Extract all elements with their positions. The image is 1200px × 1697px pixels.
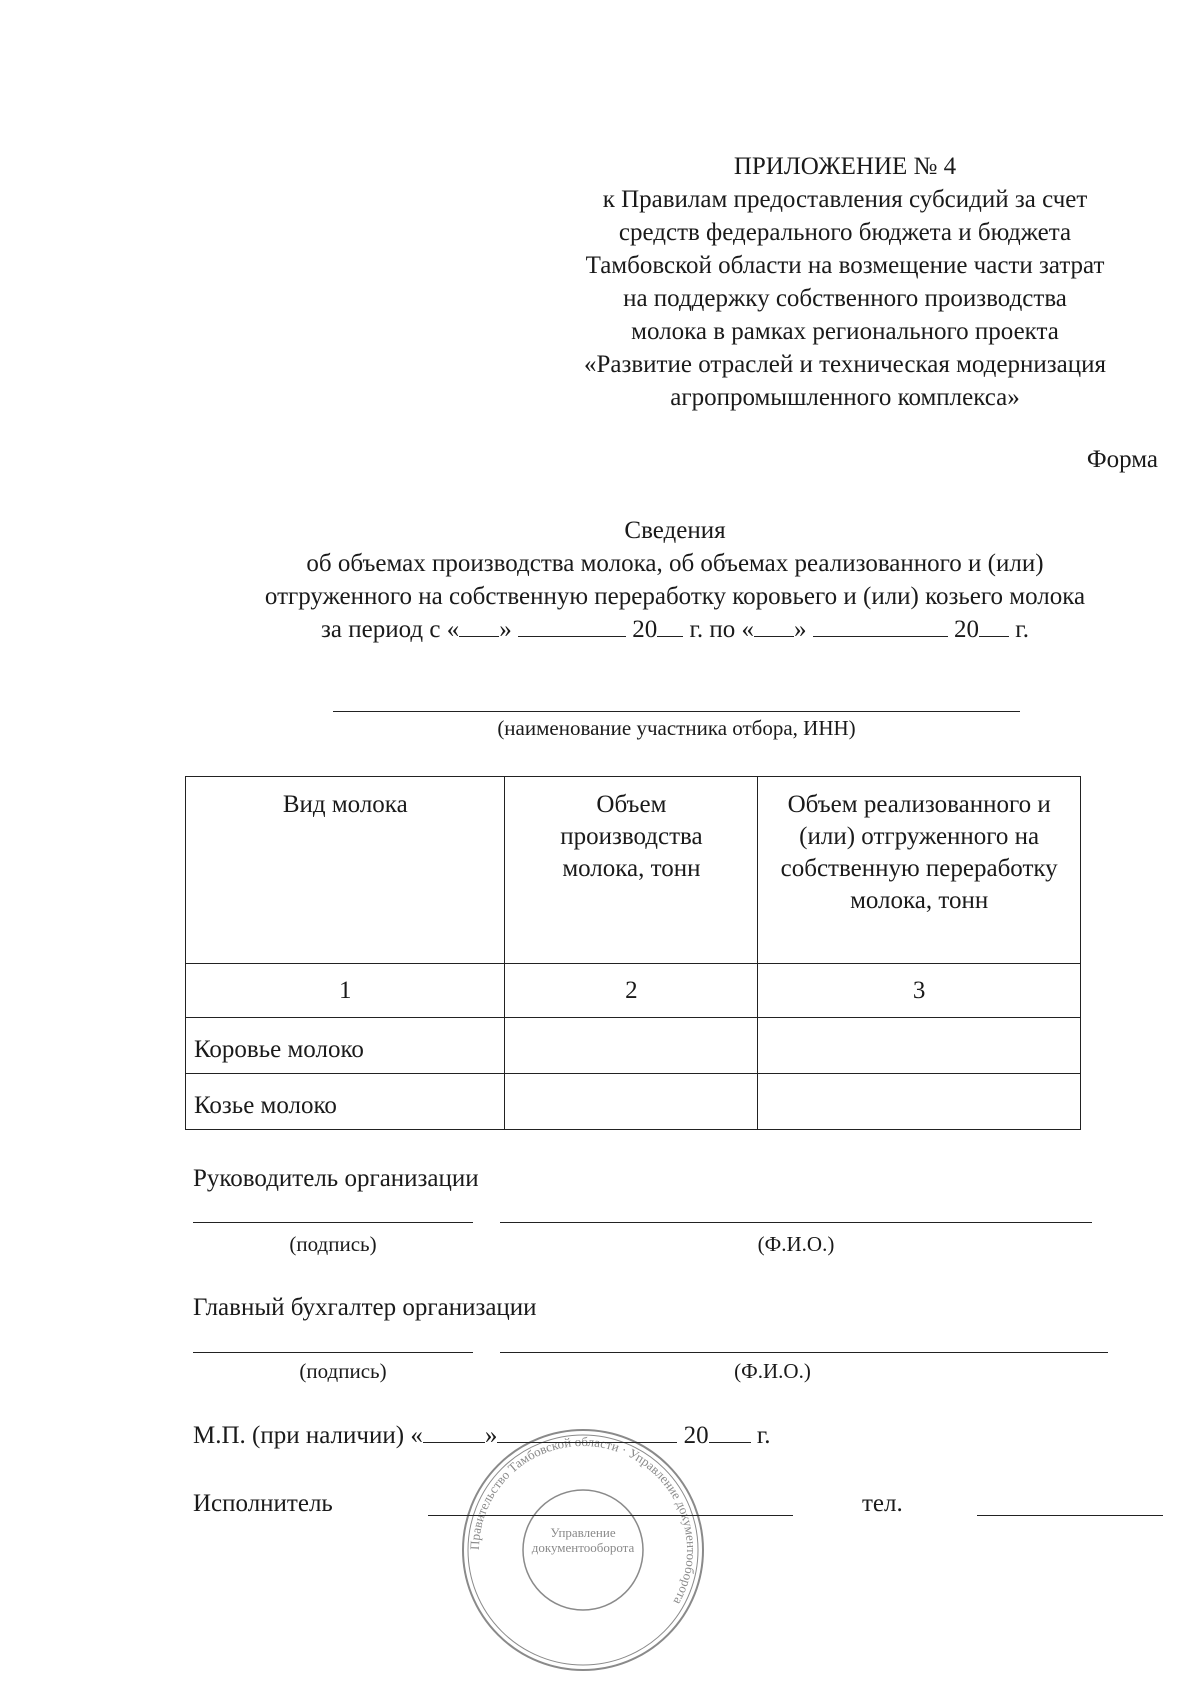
- accountant-name-field[interactable]: [500, 1352, 1108, 1353]
- appendix-line: агропромышленного комплекса»: [670, 384, 1020, 411]
- seal-outer-text: Правительство Тамбовской области · Управление документооборота: [466, 1433, 700, 1608]
- goat-milk-production-cell[interactable]: [505, 1074, 758, 1130]
- period-suffix: г.: [1015, 616, 1029, 643]
- table-row: [186, 1074, 1081, 1130]
- seal-icon: [458, 1425, 708, 1675]
- period-year-to-field[interactable]: [979, 614, 1009, 637]
- mp-row: [193, 1420, 771, 1450]
- appendix-line: «Развитие отраслей и техническая модернизация: [584, 351, 1106, 378]
- header-sold-volume: Объем реализованного и (или) отгруженного на собственную переработку молока, тонн: [780, 791, 1058, 914]
- row-label: Коровье молоко: [186, 1018, 505, 1074]
- mp-year-field[interactable]: [709, 1420, 751, 1443]
- form-label: Форма: [1086, 446, 1158, 473]
- official-seal: [458, 1425, 708, 1675]
- column-number: 1: [186, 964, 505, 1018]
- appendix-line: к Правилам предоставления субсидий за счет: [602, 186, 1088, 213]
- document-heading: [150, 514, 1200, 646]
- head-name-caption: (Ф.И.О.): [757, 1232, 835, 1256]
- table-header-cell: [186, 777, 505, 964]
- period-day-to-field[interactable]: [754, 614, 794, 637]
- accountant-name-caption: (Ф.И.О.): [734, 1359, 811, 1383]
- executor-field[interactable]: [428, 1515, 793, 1516]
- heading-line: отгруженного на собственную переработку коровьего и (или) козьего молока: [264, 583, 1086, 610]
- period-line: [150, 613, 1200, 646]
- head-signature-field[interactable]: [193, 1222, 473, 1223]
- accountant-label: Главный бухгалтер организации: [193, 1294, 537, 1321]
- participant-name-field[interactable]: [333, 711, 1020, 712]
- mp-quote: »: [484, 1422, 498, 1449]
- period-year-prefix: 20: [632, 616, 658, 643]
- period-day-from-field[interactable]: [459, 614, 499, 637]
- mp-suffix: г.: [756, 1422, 771, 1449]
- column-number: 2: [505, 964, 758, 1018]
- mp-year-prefix: 20: [683, 1422, 709, 1449]
- goat-milk-sold-cell[interactable]: [758, 1074, 1081, 1130]
- appendix-title: ПРИЛОЖЕНИЕ № 4: [733, 153, 957, 180]
- header-production-volume: Объем производства молока, тонн: [560, 791, 703, 882]
- period-month-from-field[interactable]: [518, 614, 626, 637]
- table-header-cell: [758, 777, 1081, 964]
- period-prefix: за период с «: [321, 616, 460, 643]
- table-header-cell: [505, 777, 758, 964]
- milk-volume-table: [185, 776, 1081, 1130]
- accountant-signature-field[interactable]: [193, 1352, 473, 1353]
- seal-inner-text: Управление документооборота: [531, 1525, 635, 1555]
- period-quote: »: [794, 616, 807, 643]
- executor-label: Исполнитель: [193, 1490, 333, 1517]
- svg-text:Правительство Тамбовской облас: [467, 1434, 699, 1608]
- period-year-prefix: 20: [954, 616, 980, 643]
- appendix-block: [530, 150, 1160, 414]
- mp-month-field[interactable]: [497, 1420, 677, 1443]
- head-label: Руководитель организации: [193, 1165, 479, 1192]
- participant-caption: (наименование участника отбора, ИНН): [497, 716, 856, 740]
- appendix-line: молока в рамках регионального проекта: [631, 318, 1059, 345]
- cow-milk-production-cell[interactable]: [505, 1018, 758, 1074]
- heading-title: Сведения: [624, 517, 726, 544]
- table-header-row: [186, 777, 1081, 964]
- mp-prefix: М.П. (при наличии) «: [193, 1422, 423, 1449]
- mp-day-field[interactable]: [423, 1420, 485, 1443]
- appendix-line: средств федерального бюджета и бюджета: [618, 219, 1072, 246]
- period-year-from-field[interactable]: [657, 614, 683, 637]
- cow-milk-sold-cell[interactable]: [758, 1018, 1081, 1074]
- header-milk-type: Вид молока: [282, 791, 408, 818]
- table-numbers-row: [186, 964, 1081, 1018]
- accountant-sign-caption: (подпись): [299, 1359, 387, 1383]
- head-sign-caption: (подпись): [289, 1232, 377, 1256]
- heading-line: об объемах производства молока, об объемах реализованного и (или): [306, 550, 1044, 577]
- period-month-to-field[interactable]: [813, 614, 948, 637]
- head-name-field[interactable]: [500, 1222, 1092, 1223]
- row-label: Козье молоко: [186, 1074, 505, 1130]
- period-mid: г. по «: [689, 616, 755, 643]
- phone-field[interactable]: [977, 1515, 1163, 1516]
- appendix-line: на поддержку собственного производства: [623, 285, 1067, 312]
- column-number: 3: [758, 964, 1081, 1018]
- table-row: [186, 1018, 1081, 1074]
- appendix-line: Тамбовской области на возмещение части затрат: [585, 252, 1105, 279]
- period-quote: »: [499, 616, 512, 643]
- phone-label: тел.: [862, 1490, 903, 1517]
